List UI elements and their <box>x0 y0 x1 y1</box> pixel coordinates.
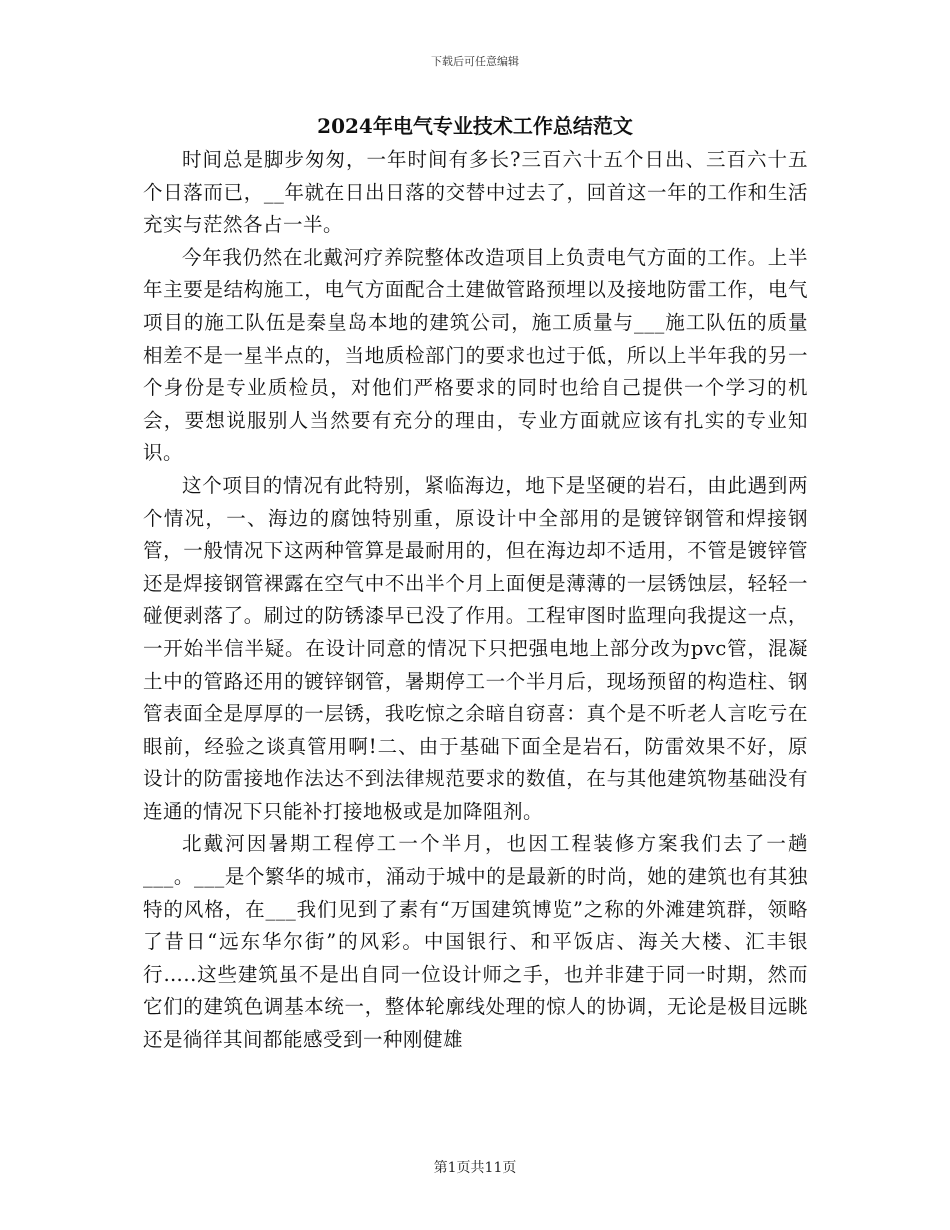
document-body <box>143 144 808 1057</box>
header-note: 下载后可任意编辑 <box>431 55 519 68</box>
paragraph-4: 北戴河因暑期工程停工一个半月，也因工程装修方案我们去了一趟___。___是个繁华的城市，涌动于城中的是最新的时尚，她的建筑也有其独特的风格，在___我们见到了素有“万国建筑博览”之称的外滩建筑群，领略了昔日“远东华尔街”的风彩。中国银行、和平饭店、海关大楼、汇丰银行…..这些建筑虽不是出自同一位设计师之手，也并非建于同一时期，然而它们的建筑色调基本统一，整体轮廓线处理的惊人的协调，无论是极目远眺还是徜徉其间都能感受到一种刚健雄 <box>143 832 808 1052</box>
paragraph-3: 这个项目的情况有此特别，紧临海边，地下是坚硬的岩石，由此遇到两个情况，一、海边的腐蚀特别重，原设计中全部用的是镀锌钢管和焊接钢管，一般情况下这两种管算是最耐用的，但在海边却不适用，不管是镀锌管还是焊接钢管裸露在空气中不出半个月上面便是薄薄的一层锈蚀层，轻轻一碰便剥落了。刷过的防锈漆早已没了作用。工程审图时监理向我提这一点，一开始半信半疑。在设计同意的情况下只把强电地上部分改为pvc管，混凝土中的管路还用的镀锌钢管，暑期停工一个半月后，现场预留的构造柱、钢管表面全是厚厚的一层锈，我吃惊之余暗自窃喜：真个是不听老人言吃亏在眼前，经验之谈真管用啊!二、由于基础下面全是岩石，防雷效果不好，原设计的防雷接地作法达不到法律规范要求的数值，在与其他建筑物基础没有连通的情况下只能补打接地极或是加降阻剂。 <box>143 473 808 823</box>
page-number: 第1页共11页 <box>433 1160 517 1176</box>
paragraph-1: 时间总是脚步匆匆，一年时间有多长?三百六十五个日出、三百六十五个日落而已，__年就在日出日落的交替中过去了，回首这一年的工作和生活充实与茫然各占一半。 <box>143 148 808 237</box>
document-title: 2024年电气专业技术工作总结范文 <box>317 114 633 138</box>
paragraph-2: 今年我仍然在北戴河疗养院整体改造项目上负责电气方面的工作。上半年主要是结构施工，电气方面配合土建做管路预埋以及接地防雷工作，电气项目的施工队伍是秦皇岛本地的建筑公司，施工质量与___施工队伍的质量相差不是一星半点的，当地质检部门的要求也过于低，所以上半年我的另一个身份是专业质检员，对他们严格要求的同时也给自己提供一个学习的机会，要想说服别人当然要有充分的理由，专业方面就应该有扎实的专业知识。 <box>143 245 808 465</box>
